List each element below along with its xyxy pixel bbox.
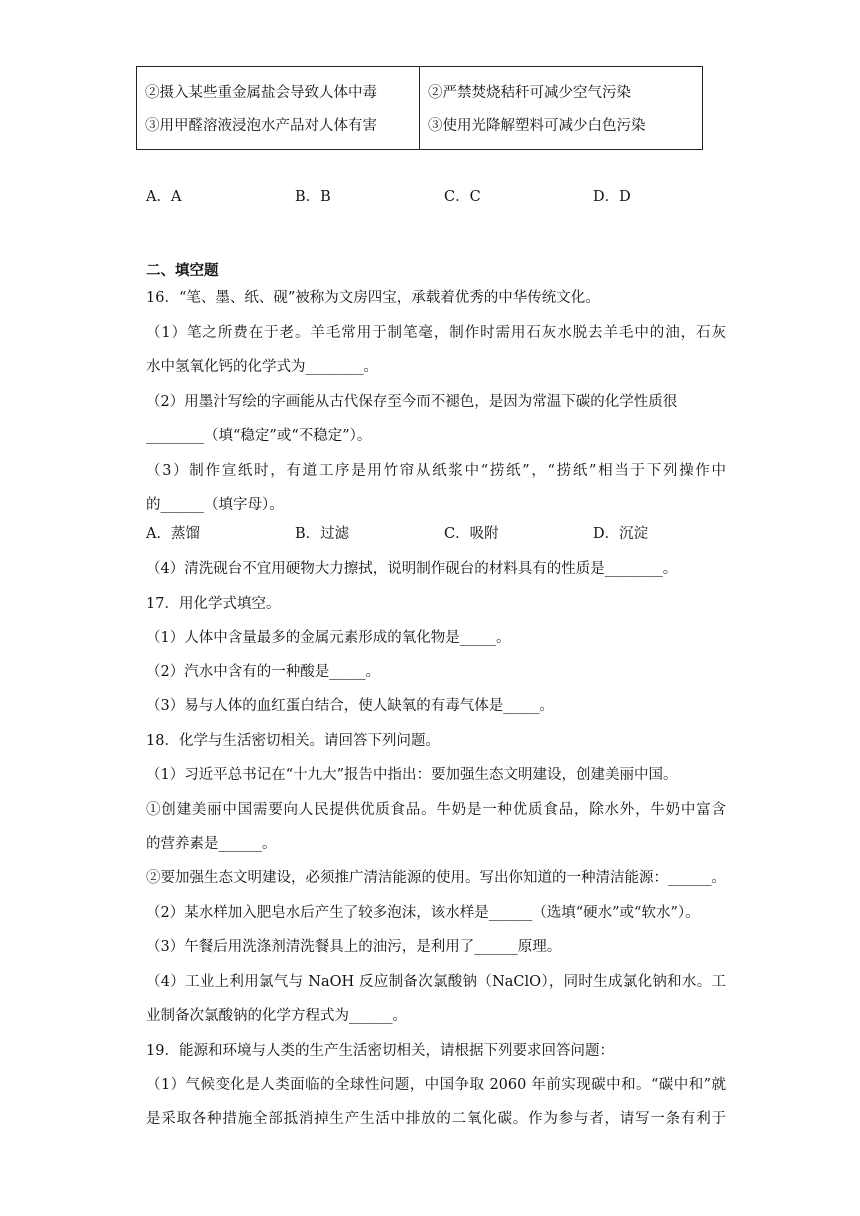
q19-part1-line2: 是采取各种措施全部抵消掉生产生活中排放的二氧化碳。作为参与者，请写一条有利于 [146, 1111, 726, 1127]
q16-part3-line1: （3）制作宣纸时，有道工序是用竹帘从纸浆中“捞纸”，“捞纸”相当于下列操作中 [146, 463, 726, 479]
q17-part2: （2）汽水中含有的一种酸是_____。 [146, 664, 380, 680]
q16-part1-line2: 水中氢氧化钙的化学式为________。 [146, 359, 378, 375]
q15-table [136, 66, 703, 150]
q16-part3-line2: 的______（填字母）。 [146, 497, 284, 513]
table-line: ②摄入某些重金属盐会导致人体中毒 [145, 85, 377, 101]
q18-part1: （1）习近平总书记在“十九大”报告中指出：要加强生态文明建设，创建美丽中国。 [146, 767, 678, 783]
q18-sub1-line1: ①创建美丽中国需要向人民提供优质食品。牛奶是一种优质食品，除水外，牛奶中富含 [146, 802, 726, 818]
table-line: ③用甲醛溶液浸泡水产品对人体有害 [145, 118, 377, 134]
q18-part2: （2）某水样加入肥皂水后产生了较多泡沫，该水样是______（选填“硬水”或“软水”）。 [146, 905, 700, 921]
q19-part1-line1: （1）气候变化是人类面临的全球性问题，中国争取 2060 年前实现碳中和。“碳中和”就 [146, 1077, 726, 1093]
q16-part4: （4）清洗砚台不宜用硬物大力擦拭，说明制作砚台的材料具有的性质是________。 [146, 561, 678, 577]
q15-options [146, 184, 706, 210]
q18-part3: （3）午餐后用洗涤剂清洗餐具上的油污，是利用了______原理。 [146, 939, 562, 955]
q16-stem: 16．“笔、墨、纸、砚”被称为文房四宝，承载着优秀的中华传统文化。 [146, 290, 600, 306]
q18-stem: 18．化学与生活密切相关。请回答下列问题。 [146, 733, 440, 749]
option-b[interactable]: B．B [295, 189, 331, 205]
table-row [137, 67, 703, 150]
table-line: ③使用光降解塑料可减少白色污染 [428, 118, 646, 134]
q18-part4-line2: 业制备次氯酸钠的化学方程式为______。 [146, 1008, 407, 1024]
q16-part2-line2: ________（填“稳定”或“不稳定”）。 [146, 428, 372, 444]
option-a[interactable]: A．A [146, 189, 182, 205]
option-c[interactable]: C．C [444, 189, 481, 205]
q18-sub2: ②要加强生态文明建设，必须推广清洁能源的使用。写出你知道的一种清洁能源：______。 [146, 870, 726, 886]
option-c[interactable]: C．吸附 [444, 526, 499, 542]
table-cell-left [137, 67, 420, 150]
q16-options [146, 522, 706, 546]
q17-part1: （1）人体中含量最多的金属元素形成的氧化物是_____。 [146, 630, 511, 646]
q18-part4-line1: （4）工业上利用氯气与 NaOH 反应制备次氯酸钠（NaClO），同时生成氯化钠和水。工 [146, 974, 726, 990]
table-cell-right [420, 67, 703, 150]
option-b[interactable]: B．过滤 [295, 526, 350, 542]
q17-stem: 17．用化学式填空。 [146, 596, 281, 612]
section-title: 二、填空题 [146, 262, 219, 279]
q16-part2-line1: （2）用墨汁写绘的字画能从古代保存至今而不褪色，是因为常温下碳的化学性质很 [146, 394, 678, 410]
option-a[interactable]: A．蒸馏 [146, 526, 200, 542]
q19-stem: 19．能源和环境与人类的生产生活密切相关，请根据下列要求回答问题： [146, 1043, 614, 1059]
option-d[interactable]: D．D [593, 189, 631, 205]
q18-sub1-line2: 的营养素是______。 [146, 836, 277, 852]
table-line: ②严禁焚烧秸秆可减少空气污染 [428, 85, 631, 101]
q16-part1-line1: （1）笔之所费在于老。羊毛常用于制笔毫，制作时需用石灰水脱去羊毛中的油，石灰 [146, 325, 726, 341]
q17-part3: （3）易与人体的血红蛋白结合，使人缺氧的有毒气体是_____。 [146, 698, 554, 714]
option-d[interactable]: D．沉淀 [593, 526, 649, 542]
